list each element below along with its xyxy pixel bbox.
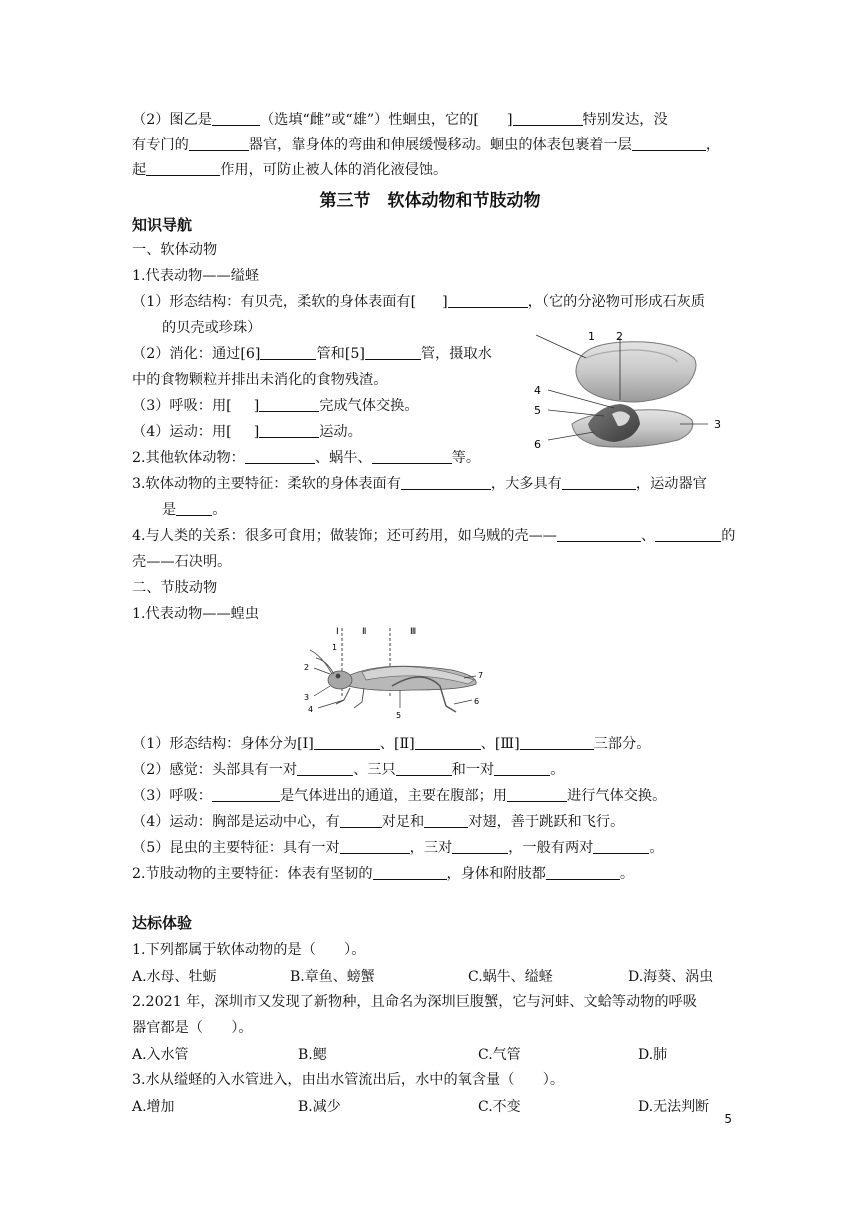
leg <box>354 688 364 708</box>
blank <box>557 527 641 542</box>
leader-line <box>314 668 330 674</box>
leader-line <box>314 686 330 696</box>
text: （1）形态结构：身体分为[Ⅰ] <box>132 736 314 752</box>
exercise-heading: 达标体验 <box>132 914 193 932</box>
text-line <box>132 734 650 754</box>
text: 、[Ⅱ] <box>379 736 415 752</box>
text: ， <box>705 137 721 153</box>
text-line <box>132 160 447 180</box>
text: （3）呼吸：用[ <box>132 398 232 414</box>
text: 、蜗牛、 <box>314 450 372 466</box>
text-line <box>132 135 720 155</box>
blank <box>260 345 316 360</box>
text: 的 <box>721 528 736 544</box>
label-3: 3 <box>304 693 310 702</box>
blank <box>513 111 583 126</box>
blank <box>259 423 319 438</box>
text-line <box>132 110 668 130</box>
blank <box>562 475 636 490</box>
text: 管和[5] <box>316 346 365 362</box>
text: （4）运动：胸部是运动中心，有 <box>132 814 340 830</box>
text-line: 的贝壳或珍珠） <box>162 320 262 336</box>
leader-line <box>454 700 472 704</box>
option-c[interactable]: C.气管 <box>478 1047 521 1063</box>
blank <box>424 813 468 828</box>
label-II: Ⅱ <box>362 627 367 637</box>
text: （选填“雌”或“雄”）性蛔虫，它的[ <box>259 112 479 128</box>
question-1: 1.下列都属于软体动物的是（ ）。 <box>132 942 366 958</box>
text: 对足和 <box>381 814 425 830</box>
blank <box>314 735 380 750</box>
text: 是 <box>162 502 177 518</box>
option-b[interactable]: B.鳃 <box>298 1047 327 1063</box>
question-2: 2.2021 年，深圳市又发现了新物种，且命名为深圳巨腹蟹，它与河蚌、文蛤等动物的呼吸 <box>132 994 697 1010</box>
text: ，三对 <box>409 840 453 856</box>
option-a[interactable]: A.增加 <box>132 1099 175 1115</box>
label-5: 5 <box>396 711 402 720</box>
text: ，运动器官 <box>635 476 707 492</box>
subsection-arthropoda: 二、节肢动物 <box>132 580 218 596</box>
blank <box>520 735 594 750</box>
text-line <box>132 864 634 884</box>
option-b[interactable]: B.章鱼、螃蟹 <box>290 969 375 985</box>
text-line <box>132 838 664 858</box>
text: 进行气体交换。 <box>566 788 667 804</box>
text: 管，摄取水 <box>420 346 492 362</box>
text-line <box>132 760 564 780</box>
leader-line <box>536 335 586 358</box>
text-line <box>162 500 226 520</box>
text-line: 壳——石决明。 <box>132 554 232 570</box>
text: 3.软体动物的主要特征：柔软的身体表面有 <box>132 476 401 492</box>
text-line <box>132 786 666 806</box>
text: 三部分。 <box>593 736 651 752</box>
text: （2）消化：通过[6] <box>132 346 261 362</box>
blank <box>365 345 421 360</box>
knowledge-heading: 知识导航 <box>132 216 193 234</box>
blank <box>340 813 382 828</box>
razor-clam-figure <box>528 328 732 456</box>
text: 。 <box>649 840 664 856</box>
option-d[interactable]: D.肺 <box>638 1047 668 1063</box>
blank <box>245 449 315 464</box>
blank <box>507 787 567 802</box>
text: 完成气体交换。 <box>319 398 419 414</box>
text: ] <box>253 398 260 414</box>
option-d[interactable]: D.无法判断 <box>638 1099 710 1115</box>
upper-shell <box>576 342 696 402</box>
label-4: 4 <box>534 384 541 397</box>
blank <box>372 449 452 464</box>
text: ，身体和附肢都 <box>446 866 546 882</box>
text: 、 <box>640 528 656 544</box>
text: （2）感觉：头部具有一对 <box>132 762 298 778</box>
blank <box>212 787 280 802</box>
text: 对翅，善于跳跃和飞行。 <box>468 814 625 830</box>
text: ] <box>442 294 448 310</box>
text: 。 <box>212 502 227 518</box>
option-c[interactable]: C.蜗牛、缢蛏 <box>468 969 553 985</box>
text: ，（它的分泌物可形成石灰质 <box>527 294 706 310</box>
text: 起 <box>132 162 147 178</box>
leader-line <box>548 410 604 416</box>
option-b[interactable]: B.减少 <box>298 1099 341 1115</box>
text: （1）形态结构：有贝壳，柔软的身体表面有[ <box>132 294 417 310</box>
text: 特别发达，没 <box>582 112 668 128</box>
label-2: 2 <box>616 330 623 343</box>
blank <box>373 865 447 880</box>
text: 运动。 <box>319 424 362 440</box>
text-line <box>132 344 492 364</box>
text-line <box>132 526 735 546</box>
option-a[interactable]: A.水母、牡蛎 <box>132 969 217 985</box>
text-line <box>132 396 419 416</box>
text: 。 <box>619 866 635 882</box>
text-line: 中的食物颗粒并排出未消化的食物残渣。 <box>132 372 388 388</box>
label-5: 5 <box>534 404 541 417</box>
section-title: 第三节 软体动物和节肢动物 <box>319 191 541 211</box>
subsection-mollusca: 一、软体动物 <box>132 242 218 258</box>
text: 、三只 <box>353 762 396 778</box>
question-2-cont: 器官都是（ ）。 <box>132 1020 253 1036</box>
text: ，一般有两对 <box>508 840 594 856</box>
blank <box>448 293 528 308</box>
text: 。 <box>550 762 565 778</box>
locust-figure <box>292 624 492 720</box>
blank <box>593 839 649 854</box>
label-I: Ⅰ <box>336 627 339 637</box>
blank <box>340 839 410 854</box>
text: 作用，可防止被人体的消化液侵蚀。 <box>220 162 448 178</box>
blank <box>546 865 620 880</box>
text-line <box>132 448 480 468</box>
text: （3）呼吸： <box>132 788 212 804</box>
blank <box>415 735 481 750</box>
blank <box>212 111 260 126</box>
blank <box>452 839 508 854</box>
page-number: 5 <box>724 1112 732 1126</box>
label-3: 3 <box>714 418 721 431</box>
label-III: Ⅲ <box>410 627 417 637</box>
blank <box>396 761 452 776</box>
label-7: 7 <box>478 671 484 680</box>
text: 等。 <box>451 450 481 466</box>
text: ，大多具有 <box>490 476 562 492</box>
text: 器官，靠身体的弯曲和伸展缓慢移动。蛔虫的体表包裹着一层 <box>248 137 632 153</box>
text: ] <box>253 424 260 440</box>
blank <box>494 761 550 776</box>
label-1: 1 <box>332 643 338 652</box>
text: （5）昆虫的主要特征：具有一对 <box>132 840 340 856</box>
blank <box>297 761 353 776</box>
text-line: 1.代表动物——蝗虫 <box>132 606 260 622</box>
text-line <box>132 292 705 312</box>
label-2: 2 <box>304 663 310 672</box>
text: （4）运动：用[ <box>132 424 232 440</box>
text: 和一对 <box>451 762 495 778</box>
text-line <box>132 812 624 832</box>
question-3: 3.水从缢蛏的入水管进入，由出水管流出后，水中的氧含量（ ）。 <box>132 1072 565 1088</box>
blank <box>189 136 249 151</box>
option-a[interactable]: A.入水管 <box>132 1047 189 1063</box>
text: 有专门的 <box>132 137 189 153</box>
text: 4.与人类的关系：很多可食用；做装饰；还可药用，如乌贼的壳—— <box>132 528 557 544</box>
text-line: 1.代表动物——缢蛏 <box>132 268 260 284</box>
text-line <box>132 474 707 494</box>
eye <box>336 674 341 679</box>
blank <box>401 475 491 490</box>
option-d[interactable]: D.海葵、涡虫 <box>628 969 714 985</box>
option-c[interactable]: C.不变 <box>478 1099 521 1115</box>
blank <box>146 161 220 176</box>
antenna <box>316 658 334 674</box>
label-6: 6 <box>534 438 541 451</box>
text: （2）图乙是 <box>132 112 212 128</box>
text: 是气体进出的通道，主要在腹部；用 <box>279 788 507 804</box>
label-6: 6 <box>474 697 480 706</box>
label-1: 1 <box>588 330 595 343</box>
text: ] <box>506 112 513 128</box>
blank <box>632 136 706 151</box>
text: 2.节肢动物的主要特征：体表有坚韧的 <box>132 866 373 882</box>
text: 2.其他软体动物： <box>132 450 245 466</box>
leader-line <box>318 700 344 708</box>
label-4: 4 <box>308 705 314 714</box>
blank <box>176 501 212 516</box>
blank <box>655 527 721 542</box>
text-line <box>132 422 362 442</box>
text: 、[Ⅲ] <box>480 736 520 752</box>
blank <box>259 397 319 412</box>
